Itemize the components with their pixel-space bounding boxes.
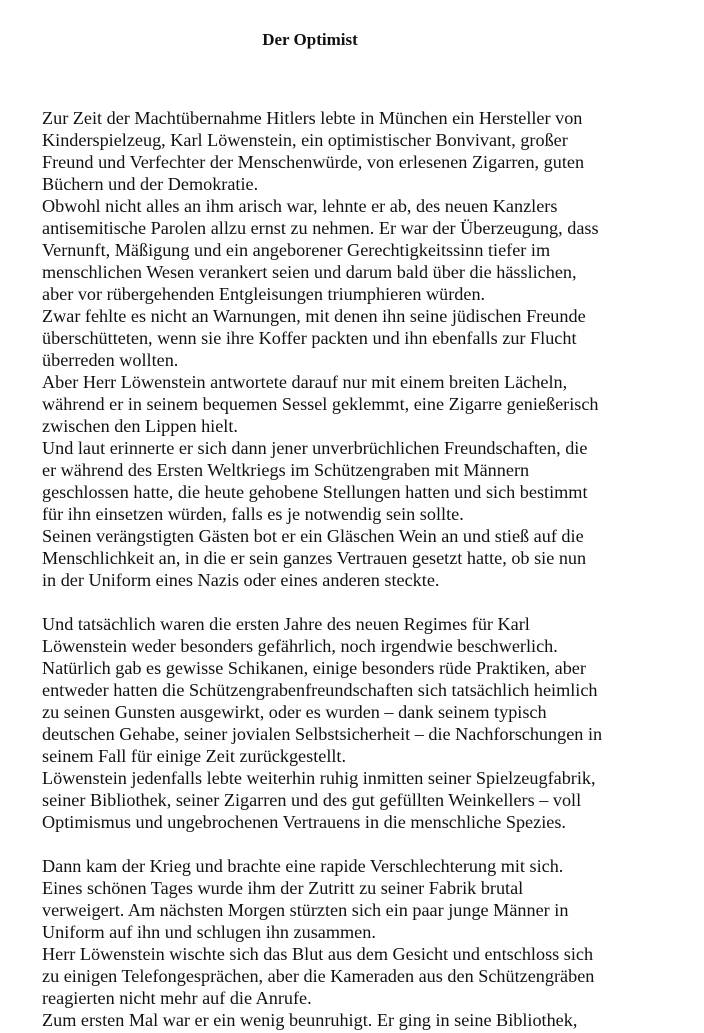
text-line: reagierten nicht mehr auf die Anrufe. xyxy=(42,988,312,1008)
paragraph-section xyxy=(42,613,682,833)
paragraph-section xyxy=(42,855,682,1031)
text-line: Zwar fehlte es nicht an Warnungen, mit denen ihn seine jüdischen Freunde xyxy=(42,306,586,326)
text-line: Natürlich gab es gewisse Schikanen, einige besonders rüde Praktiken, aber xyxy=(42,658,586,678)
text-line: zu seinen Gunsten ausgewirkt, oder es wurden – dank seinem typisch xyxy=(42,702,547,722)
text-line: seiner Bibliothek, seiner Zigarren und des gut gefüllten Weinkellers – voll xyxy=(42,790,582,810)
text-line: antisemitische Parolen allzu ernst zu nehmen. Er war der Überzeugung, dass xyxy=(42,218,599,238)
text-line: Obwohl nicht alles an ihm arisch war, lehnte er ab, des neuen Kanzlers xyxy=(42,196,558,216)
text-line: Kinderspielzeug, Karl Löwenstein, ein optimistischer Bonvivant, großer xyxy=(42,130,568,150)
text-line: aber vor rübergehenden Entgleisungen triumphieren würden. xyxy=(42,284,486,304)
paragraph-gap xyxy=(42,591,682,613)
text-line: Aber Herr Löwenstein antwortete darauf nur mit einem breiten Lächeln, xyxy=(42,372,568,392)
text-line: Seinen verängstigten Gästen bot er ein Gläschen Wein an und stieß auf die xyxy=(42,526,584,546)
text-line: er während des Ersten Weltkriegs im Schützengraben mit Männern xyxy=(42,460,530,480)
text-line: in der Uniform eines Nazis oder eines anderen steckte. xyxy=(42,570,440,590)
text-line: menschlichen Wesen verankert seien und darum bald über die hässlichen, xyxy=(42,262,577,282)
text-line: Und tatsächlich waren die ersten Jahre des neuen Regimes für Karl xyxy=(42,614,530,634)
text-line: überreden wollten. xyxy=(42,350,179,370)
text-line: Löwenstein weder besonders gefährlich, noch irgendwie beschwerlich. xyxy=(42,636,558,656)
text-line: zu einigen Telefongesprächen, aber die Kameraden aus den Schützengräben xyxy=(42,966,595,986)
text-line: geschlossen hatte, die heute gehobene Stellungen hatten und sich bestimmt xyxy=(42,482,588,502)
text-line: seinem Fall für einige Zeit zurückgestellt. xyxy=(42,746,347,766)
text-line: zwischen den Lippen hielt. xyxy=(42,416,238,436)
text-line: entweder hatten die Schützengrabenfreundschaften sich tatsächlich heimlich xyxy=(42,680,598,700)
paragraph-gap xyxy=(42,833,682,855)
document-title: Der Optimist xyxy=(262,30,358,49)
text-line: Dann kam der Krieg und brachte eine rapide Verschlechterung mit sich. xyxy=(42,856,564,876)
text-line: Menschlichkeit an, in die er sein ganzes Vertrauen gesetzt hatte, ob sie nun xyxy=(42,548,587,568)
text-line: für ihn einsetzen würden, falls es je notwendig sein sollte. xyxy=(42,504,464,524)
text-line: Löwenstein jedenfalls lebte weiterhin ruhig inmitten seiner Spielzeugfabrik, xyxy=(42,768,596,788)
text-line: während er in seinem bequemen Sessel geklemmt, eine Zigarre genießerisch xyxy=(42,394,599,414)
text-line: überschütteten, wenn sie ihre Koffer packten und ihn ebenfalls zur Flucht xyxy=(42,328,577,348)
text-line: verweigert. Am nächsten Morgen stürzten sich ein paar junge Männer in xyxy=(42,900,569,920)
text-line: Zum ersten Mal war er ein wenig beunruhigt. Er ging in seine Bibliothek, xyxy=(42,1010,578,1030)
paragraph-section xyxy=(42,107,682,591)
text-line: Und laut erinnerte er sich dann jener unverbrüchlichen Freundschaften, die xyxy=(42,438,588,458)
text-line: deutschen Gehabe, seiner jovialen Selbstsicherheit – die Nachforschungen in xyxy=(42,724,603,744)
text-line: Herr Löwenstein wischte sich das Blut aus dem Gesicht und entschloss sich xyxy=(42,944,594,964)
text-line: Büchern und der Demokratie. xyxy=(42,174,259,194)
text-line: Optimismus und ungebrochenen Vertrauens in die menschliche Spezies. xyxy=(42,812,566,832)
text-line: Vernunft, Mäßigung und ein angeborener Gerechtigkeitssinn tiefer im xyxy=(42,240,551,260)
text-line: Zur Zeit der Machtübernahme Hitlers lebte in München ein Hersteller von xyxy=(42,108,583,128)
text-line: Eines schönen Tages wurde ihm der Zutritt zu seiner Fabrik brutal xyxy=(42,878,524,898)
text-line: Uniform auf ihn und schlugen ihn zusammen. xyxy=(42,922,376,942)
document-body xyxy=(42,107,682,1031)
text-line: Freund und Verfechter der Menschenwürde, von erlesenen Zigarren, guten xyxy=(42,152,585,172)
